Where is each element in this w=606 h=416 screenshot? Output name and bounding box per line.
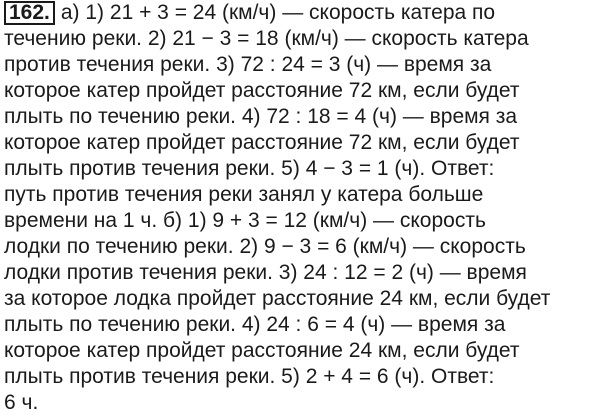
text-line: лодки против течения реки. 3) 24 : 12 = 2 (ч) — время <box>4 261 527 284</box>
text-line: плыть против течения реки. 5) 4 − 3 = 1 (ч). Ответ: <box>4 157 495 180</box>
text-line: течению реки. 2) 21 − 3 = 18 (км/ч) — скорость катера <box>4 27 529 50</box>
text-line-3 <box>4 52 600 78</box>
text-line-13 <box>4 312 600 338</box>
text-line: времени на 1 ч. б) 1) 9 + 3 = 12 (км/ч) — скорость <box>4 209 486 232</box>
text-line: плыть по течению реки. 4) 72 : 18 = 4 (ч) — время за <box>4 105 518 128</box>
text-line: 6 ч. <box>4 391 39 414</box>
text-line: которое катер пройдет расстояние 24 км, если будет <box>4 339 520 362</box>
text-line: а) 1) 21 + 3 = 24 (км/ч) — скорость катера по <box>60 1 496 24</box>
text-line-8 <box>4 182 600 208</box>
text-line-12 <box>4 286 600 312</box>
text-line: путь против течения реки занял у катера больше <box>4 183 484 206</box>
text-line: которое катер пройдет расстояние 72 км, если будет <box>4 131 520 154</box>
text-line: лодки по течению реки. 2) 9 − 3 = 6 (км/ч) — скорость <box>4 235 526 258</box>
text-line-14 <box>4 338 600 364</box>
text-line-2 <box>4 26 600 52</box>
text-line: которое катер пройдет расстояние 72 км, если будет <box>4 79 520 102</box>
text-line-7 <box>4 156 600 182</box>
text-line-6 <box>4 130 600 156</box>
text-line: плыть по течению реки. 4) 24 : 6 = 4 (ч) — время за <box>4 313 506 336</box>
text-line-1 <box>4 0 600 26</box>
text-line-15 <box>4 364 600 390</box>
text-line-4 <box>4 78 600 104</box>
text-line: за которое лодка пройдет расстояние 24 км, если будет <box>4 287 551 310</box>
text-line-5 <box>4 104 600 130</box>
text-line-10 <box>4 234 600 260</box>
problem-number: 162. <box>4 1 55 25</box>
text-line-16 <box>4 390 600 416</box>
text-line: против течения реки. 3) 72 : 24 = 3 (ч) — время за <box>4 53 492 76</box>
text-line-11 <box>4 260 600 286</box>
text-line: плыть против течения реки. 5) 2 + 4 = 6 (ч). Ответ: <box>4 365 495 388</box>
text-line-9 <box>4 208 600 234</box>
solution-page <box>4 0 600 414</box>
